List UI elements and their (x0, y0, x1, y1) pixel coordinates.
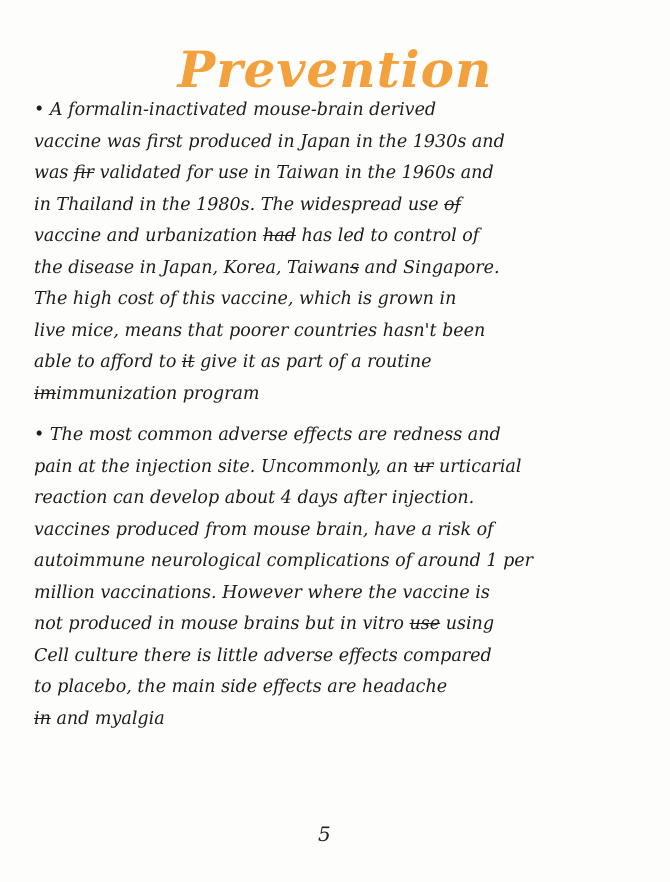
line-text: The high cost of this vaccine, which is grown in (34, 289, 457, 309)
text-line (34, 641, 644, 673)
line-text: the disease in Japan, Korea, Taiwan (34, 257, 351, 278)
text-line (34, 452, 644, 484)
text-line (34, 221, 644, 253)
text-line (34, 546, 644, 578)
paragraph-adverse-effects (34, 420, 644, 735)
text-line (34, 672, 644, 704)
line-text: • The most common adverse effects are redness and (34, 425, 501, 445)
line-text: pain at the injection site. Uncommonly, an (34, 456, 414, 477)
text-line (34, 158, 644, 190)
crossed-out-word: s (350, 257, 360, 278)
text-line (34, 190, 644, 222)
crossed-out-word: ur (413, 456, 434, 477)
text-line (34, 284, 644, 316)
page-body (34, 95, 644, 735)
line-text-continued: validated for use in Taiwan in the 1960s and (94, 163, 494, 183)
line-text-continued: and myalgia (50, 708, 165, 729)
line-text: million vaccinations. However where the vaccine is (34, 582, 490, 603)
line-text-continued: using (440, 614, 495, 634)
text-line (34, 95, 644, 127)
text-line (34, 609, 644, 641)
line-text-continued: give it as part of a routine (194, 352, 432, 372)
text-line (34, 379, 644, 411)
line-text: vaccines produced from mouse brain, have a risk of (34, 519, 494, 540)
line-text: autoimmune neurological complications of around 1 per (34, 551, 534, 571)
text-line (34, 704, 644, 736)
line-text: was (34, 163, 74, 183)
page-title: Prevention (177, 40, 493, 99)
line-text-continued: urticarial (433, 456, 522, 477)
page-number: 5 (318, 822, 331, 846)
text-line (34, 420, 644, 452)
text-line (34, 347, 644, 379)
line-text: able to afford to (34, 352, 182, 372)
paragraph-vaccine-history (34, 95, 644, 410)
crossed-out-word: of (444, 194, 462, 215)
text-line (34, 127, 644, 159)
line-text: Cell culture there is little adverse effects compared (34, 645, 492, 666)
line-text: vaccine was first produced in Japan in the 1930s and (34, 131, 505, 152)
crossed-out-word: fir (73, 163, 95, 183)
crossed-out-word: im (34, 383, 57, 404)
line-text-continued: immunization program (56, 383, 260, 404)
text-line (34, 578, 644, 610)
line-text: vaccine and urbanization (34, 226, 263, 246)
line-text: reaction can develop about 4 days after injection. (34, 488, 475, 508)
text-line (34, 253, 644, 285)
crossed-out-word: it (181, 352, 195, 372)
line-text: to placebo, the main side effects are headache (34, 677, 448, 697)
line-text: not produced in mouse brains but in vitro (34, 614, 410, 634)
line-text: • A formalin-inactivated mouse-brain derived (34, 100, 437, 120)
text-line (34, 316, 644, 348)
crossed-out-word: in (34, 708, 51, 729)
text-line (34, 483, 644, 515)
line-text-continued: has led to control of (295, 226, 480, 246)
line-text: live mice, means that poorer countries hasn't been (34, 320, 486, 341)
text-line (34, 515, 644, 547)
line-text: in Thailand in the 1980s. The widespread use (34, 194, 445, 215)
crossed-out-word: use (409, 614, 441, 634)
line-text-continued: and Singapore. (359, 257, 500, 278)
crossed-out-word: had (262, 226, 296, 246)
